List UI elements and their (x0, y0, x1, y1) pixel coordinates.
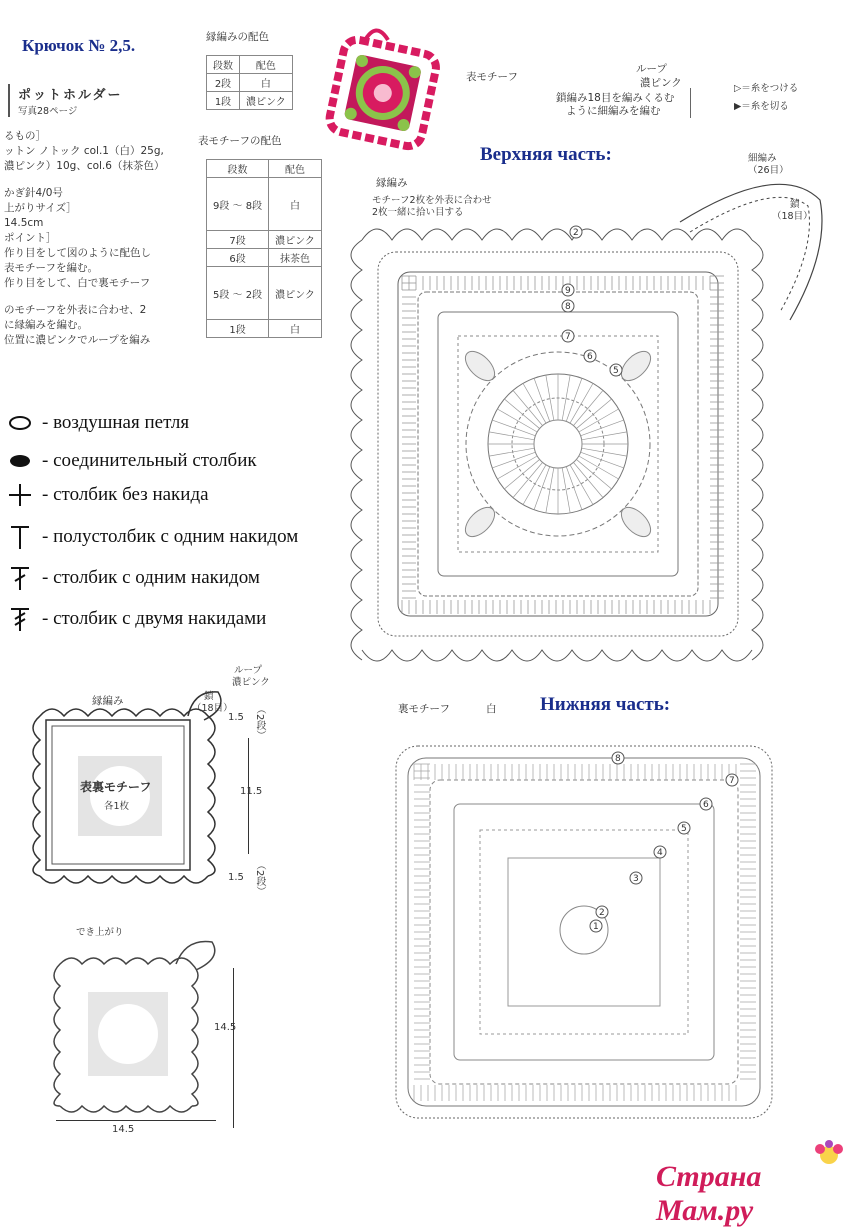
legend-text: - воздушная петля (42, 412, 190, 433)
ch-label: 鎖 (790, 199, 800, 210)
front-motif-color-table (198, 134, 322, 338)
plus-symbol-icon (6, 482, 36, 508)
assembly-ch-label: 鎖 (204, 691, 214, 702)
table-cell: 1段 (207, 92, 240, 110)
table-cell: 1段 (207, 320, 269, 338)
table-header: 配色 (269, 160, 322, 178)
legend-row-slip (6, 448, 257, 474)
finished-height-line (233, 968, 234, 1128)
table-header: 配色 (240, 56, 293, 74)
info-line: に縁編みを編む。 (4, 319, 88, 331)
finished-diagram (46, 934, 236, 1124)
table-header: 段数 (207, 56, 240, 74)
legend-text: - соединительный столбик (42, 450, 257, 471)
legend-text: - столбик с двумя накидами (42, 608, 267, 629)
table-cell: 6段 (207, 249, 269, 267)
info-lines (4, 129, 199, 348)
round-marker: 9 (565, 286, 571, 296)
round-marker: 6 (587, 352, 593, 362)
info-line: るもの］ (4, 130, 46, 142)
info-line: のモチーフを外表に合わせ、2 (4, 304, 147, 316)
legend-text: - столбик с одним накидом (42, 567, 260, 588)
info-line: 濃ピンク）10g、col.6（抹茶色） (4, 160, 165, 172)
potholder-photo (316, 20, 450, 154)
info-line: ットン ノトック col.1（白）25g, (4, 145, 164, 157)
loop-title: ループ (636, 63, 667, 75)
dim-top-rows: （2段） (254, 704, 265, 741)
table-cell: 抹茶色 (269, 249, 322, 267)
table-cell: 5段 〜 2段 (207, 267, 269, 320)
edging-label: 縁編み (376, 177, 408, 189)
ch-count: （18目） (772, 211, 813, 222)
table-cell: 濃ピンク (269, 267, 322, 320)
assembly-edging-label: 縁編み (92, 695, 124, 707)
info-line: 位置に濃ピンクでループを編み (4, 334, 151, 346)
table-cell: 白 (240, 74, 293, 92)
dim-bottom-rows: （2段） (254, 860, 265, 897)
tr-symbol-icon (6, 606, 36, 632)
sc-label: 細編み (748, 153, 777, 164)
assembly-ch-count: （18目） (192, 703, 233, 714)
oval-symbol-icon (6, 410, 36, 436)
info-line (4, 174, 199, 186)
info-line: 表モチーフを編む。 (4, 262, 98, 274)
info-title: ポットホルダー (18, 88, 123, 103)
round-marker: 8 (615, 754, 621, 764)
table-cell: 濃ピンク (240, 92, 293, 110)
loop-color: 濃ピンク (640, 77, 682, 89)
round-marker: 1 (593, 922, 599, 932)
loop-note-1: 鎖編み18目を編みくるむ (556, 92, 675, 104)
round-marker: 8 (565, 302, 571, 312)
front-table (206, 159, 322, 338)
front-motif-label: 表モチーフ (466, 71, 518, 83)
watermark: Страна Мам.ру (656, 1160, 762, 1227)
dot-symbol-icon (6, 448, 36, 474)
loop-note-2: ように細編みを編む (566, 105, 661, 117)
edging-color-table (206, 30, 293, 110)
info-line: 作り目をして、白で裏モチーフ (4, 277, 151, 289)
top-crochet-chart (350, 140, 860, 670)
table-header: 段数 (207, 160, 269, 178)
edging-note-2: 2枚一緒に拾い目する (372, 207, 464, 218)
round-marker: 7 (565, 332, 571, 342)
assembly-loop-color: 濃ピンク (232, 677, 270, 688)
legend-text: - полустолбик с одним накидом (42, 526, 299, 547)
assembly-center-sub: 各1枚 (104, 801, 130, 812)
legend-text: - столбик без накида (42, 484, 209, 505)
edging-table-title: 縁編みの配色 (206, 31, 269, 43)
info-line: 作り目をして図のように配色し (4, 247, 151, 259)
finished-height: 14.5 (214, 1022, 237, 1033)
info-title-block (8, 84, 199, 117)
info-line: かぎ針4/0号 (4, 187, 63, 199)
table-cell: 白 (269, 178, 322, 231)
legend-row-tr (6, 606, 266, 632)
sc-count: （26目） (748, 165, 789, 176)
front-table-title: 表モチーフの配色 (198, 135, 282, 147)
edging-table (206, 55, 293, 110)
table-cell: 2段 (207, 74, 240, 92)
round-marker: 5 (613, 366, 619, 376)
legend-row-dc (6, 565, 260, 591)
hook-title: Крючок № 2,5. (22, 36, 136, 55)
round-marker: 7 (729, 776, 735, 786)
round-marker: 3 (633, 874, 639, 884)
assembly-center-label: 表裏モチーフ (80, 780, 152, 794)
info-line: ポイント］ (4, 232, 57, 244)
round-marker: 5 (681, 824, 687, 834)
dim-bottom-value: 1.5 (228, 872, 244, 883)
japanese-info (4, 84, 199, 348)
watermark-flower-icon (812, 1140, 846, 1170)
table-cell: 9段 〜 8段 (207, 178, 269, 231)
table-cell: 7段 (207, 231, 269, 249)
legend-row-hdc (6, 524, 298, 550)
cut-note: ▶＝糸を切る (734, 101, 789, 112)
legend-row-sc (6, 482, 209, 508)
table-cell: 濃ピンク (269, 231, 322, 249)
loop-note-bracket (690, 88, 691, 118)
edging-note-1: モチーフ2枚を外表に合わせ (372, 195, 492, 206)
finished-width: 14.5 (112, 1124, 135, 1135)
assembly-diagram (28, 690, 228, 900)
bottom-crochet-chart (390, 740, 780, 1125)
back-motif-label: 裏モチーフ (398, 703, 450, 715)
table-cell: 白 (269, 320, 322, 338)
loop-handle-inner (690, 197, 809, 312)
round-marker: 4 (657, 848, 663, 858)
round-marker: 2 (599, 908, 605, 918)
info-line: 14.5cm (4, 217, 44, 229)
info-line (4, 291, 199, 303)
bottom-chart-heading: Нижняя часть: (540, 694, 671, 715)
attach-note: ▷＝糸をつける (734, 83, 799, 94)
finished-label: でき上がり (76, 927, 124, 938)
info-photo-ref: 写真28ページ (18, 106, 78, 117)
hdc-symbol-icon (6, 524, 36, 550)
round-marker: 6 (703, 800, 709, 810)
top-chart-heading: Верхняя часть: (480, 144, 612, 165)
round-marker: 2 (573, 228, 579, 238)
finished-width-line (56, 1120, 216, 1121)
dim-top-value: 1.5 (228, 712, 244, 723)
dim-middle-value: 11.5 (240, 786, 263, 797)
assembly-loop-label: ループ (234, 665, 263, 676)
dc-symbol-icon (6, 565, 36, 591)
info-line: 上がりサイズ］ (4, 202, 77, 214)
legend-row-chain (6, 410, 189, 436)
back-motif-color: 白 (486, 703, 497, 715)
